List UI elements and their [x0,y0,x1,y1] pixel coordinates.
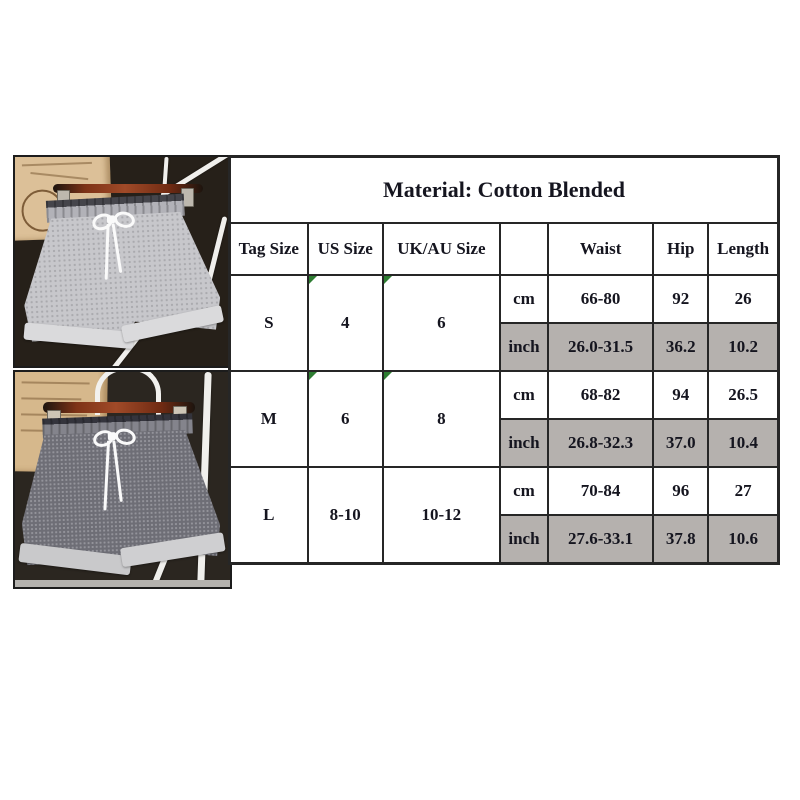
ukau-size-cell: 10-12 [383,467,500,563]
unit-label-inch: inch [500,323,548,371]
length-cm-value: 26 [708,275,778,323]
hip-inch-value: 37.8 [653,515,708,563]
col-header-waist: Waist [548,223,653,275]
card-line [22,381,90,384]
shorts-light [19,192,223,364]
waist-cm-value: 70-84 [548,467,653,515]
drawstring-knot [108,432,116,440]
excel-flag-icon [384,276,392,284]
us-size-value: 4 [340,313,350,332]
ukau-size-cell [383,371,500,467]
tag-size-cell: L [230,467,308,563]
unit-label-inch: inch [500,515,548,563]
product-photo-dark-shorts [13,370,232,589]
col-header-length: Length [708,223,778,275]
waist-inch-value: 26.0-31.5 [548,323,653,371]
length-cm-value: 26.5 [708,371,778,419]
length-inch-value: 10.2 [708,323,778,371]
us-size-cell [308,275,383,371]
col-header-us-size: US Size [308,223,383,275]
unit-label-inch: inch [500,419,548,467]
col-header-tag-size: Tag Size [230,223,308,275]
waist-cm-value: 68-82 [548,371,653,419]
excel-flag-icon [309,372,317,380]
us-size-value: 6 [340,409,350,428]
tag-size-cell: S [230,275,308,371]
length-cm-value: 27 [708,467,778,515]
hip-inch-value: 37.0 [653,419,708,467]
drawstring-knot [107,215,115,223]
card-line [30,172,88,180]
us-size-cell [308,371,383,467]
length-inch-value: 10.4 [708,419,778,467]
floor-strip [15,580,230,587]
excel-flag-icon [384,372,392,380]
product-photo-light-shorts [13,155,232,368]
waist-cm-value: 66-80 [548,275,653,323]
card-line [21,397,81,400]
unit-label-cm: cm [500,467,548,515]
waist-inch-value: 27.6-33.1 [548,515,653,563]
ukau-size-value: 8 [437,409,446,428]
col-header-unit [500,223,548,275]
length-inch-value: 10.6 [708,515,778,563]
col-header-ukau-size: UK/AU Size [383,223,500,275]
col-header-hip: Hip [653,223,708,275]
unit-label-cm: cm [500,275,548,323]
waist-inch-value: 26.8-32.3 [548,419,653,467]
ukau-size-value: 6 [437,313,446,332]
card-line [22,162,92,166]
hip-cm-value: 96 [653,467,708,515]
us-size-cell: 8-10 [308,467,383,563]
material-header: Material: Cotton Blended [230,157,779,224]
size-chart-table [228,155,780,565]
hip-inch-value: 36.2 [653,323,708,371]
hip-cm-value: 94 [653,371,708,419]
hip-cm-value: 92 [653,275,708,323]
tag-size-cell: M [230,371,308,467]
shorts-dark [18,413,222,584]
ukau-size-cell [383,275,500,371]
unit-label-cm: cm [500,371,548,419]
excel-flag-icon [309,276,317,284]
